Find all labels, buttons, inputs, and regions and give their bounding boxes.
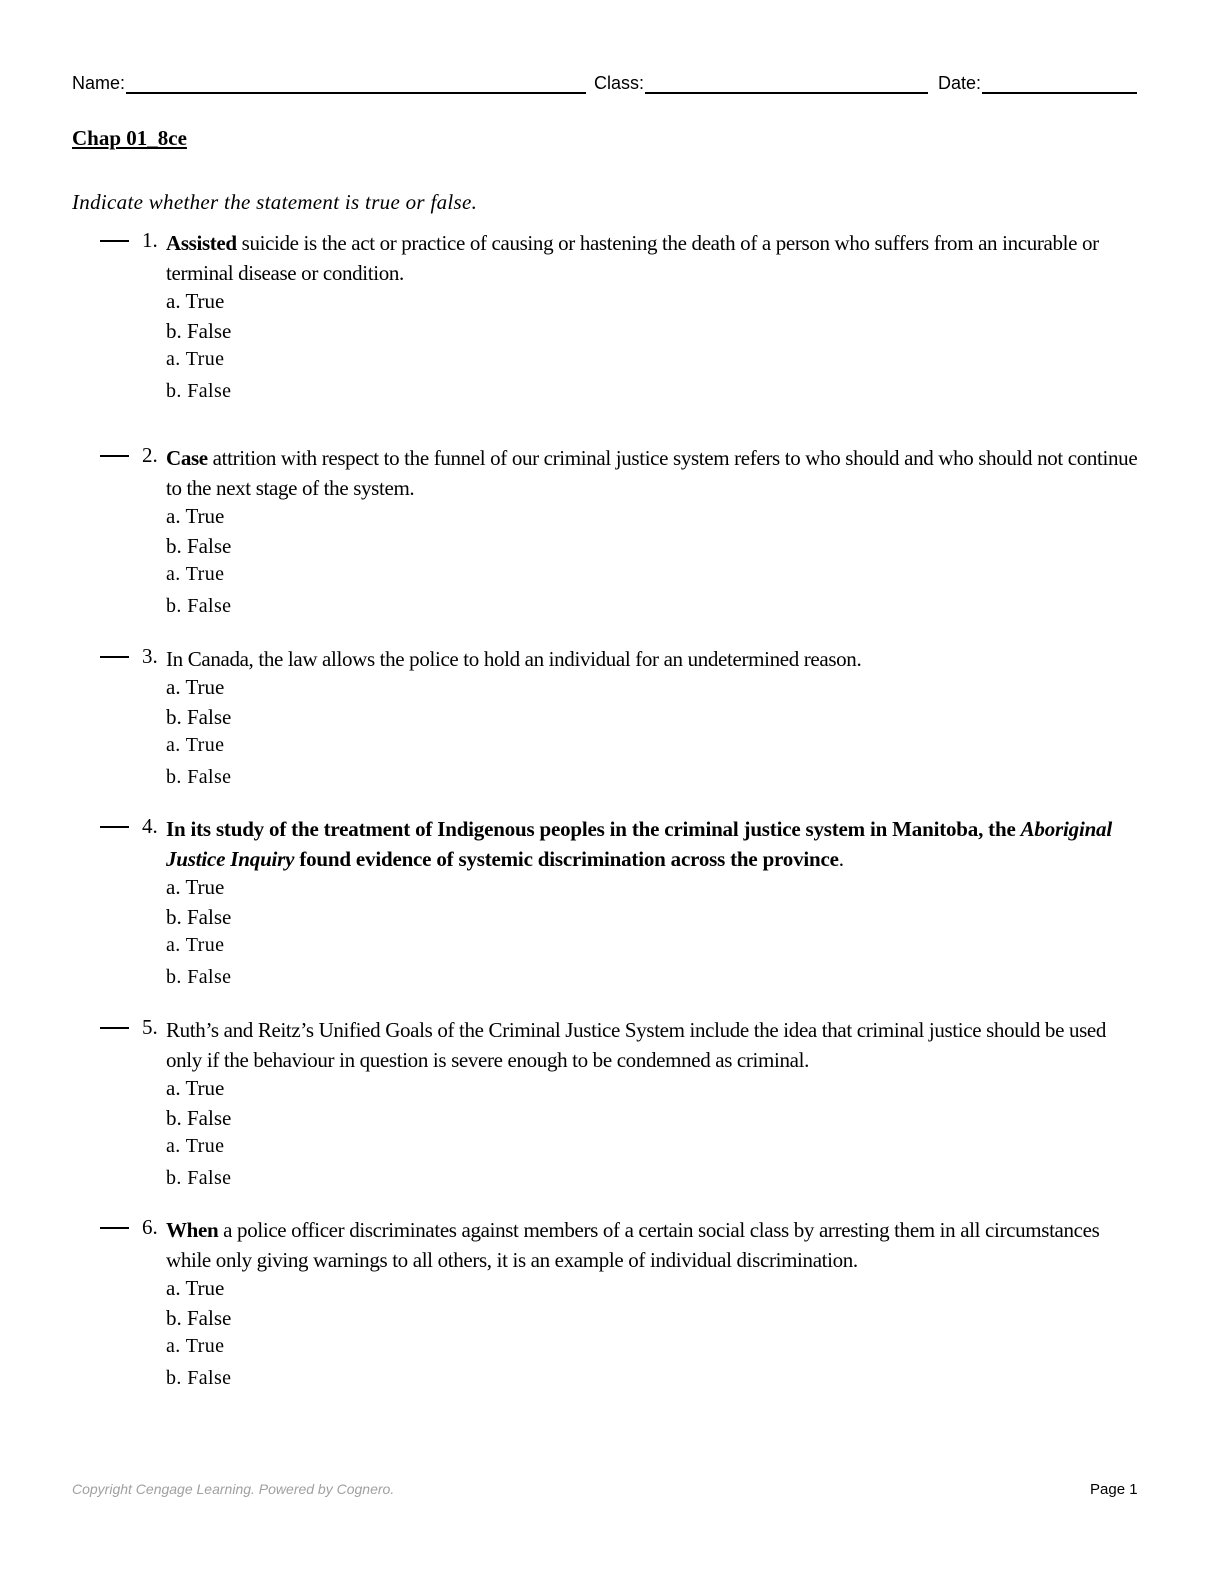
answer-blank[interactable] [100, 1227, 129, 1229]
option-false-repeat[interactable]: b. False [166, 966, 232, 988]
question-text: Case attrition with respect to the funnel of our criminal justice system refers to who should and who should not continue to the next stage of the system. [166, 446, 1138, 500]
question-text: In its study of the treatment of Indigenous peoples in the criminal justice system in Manitoba, the Aboriginal Justice Inquiry found evidence of systemic discrimination across the province. [166, 817, 1112, 871]
option-true-repeat[interactable]: a. True [166, 348, 225, 370]
question-number: 1. [142, 228, 158, 252]
answer-blank[interactable] [100, 240, 129, 242]
copyright-footer: Copyright Cengage Learning. Powered by Cognero. [72, 1481, 395, 1497]
option-true[interactable]: a. True [166, 1276, 225, 1300]
worksheet-title: Chap 01_8ce [72, 126, 187, 150]
option-true-repeat[interactable]: a. True [166, 1335, 225, 1357]
question-number: 6. [142, 1215, 158, 1239]
instructions: Indicate whether the statement is true or false. [72, 190, 478, 214]
name-label: Name: [72, 73, 126, 93]
option-true[interactable]: a. True [166, 1076, 225, 1100]
option-false[interactable]: b. False [166, 534, 232, 558]
option-false[interactable]: b. False [166, 1106, 232, 1130]
option-false-repeat[interactable]: b. False [166, 595, 232, 617]
question-text: Ruth’s and Reitz’s Unified Goals of the Criminal Justice System include the idea that criminal justice should be used only if the behaviour in question is severe enough to be condemned as criminal. [166, 1018, 1107, 1072]
option-false-repeat[interactable]: b. False [166, 766, 232, 788]
answer-blank[interactable] [100, 455, 129, 457]
option-false[interactable]: b. False [166, 319, 232, 343]
option-false-repeat[interactable]: b. False [166, 1167, 232, 1189]
option-true-repeat[interactable]: a. True [166, 934, 225, 956]
question-text: When a police officer discriminates against members of a certain social class by arresting them in all circumstances while only giving warnings to all others, it is an example of individual discrimination. [166, 1218, 1100, 1272]
option-false-repeat[interactable]: b. False [166, 1367, 232, 1389]
option-false[interactable]: b. False [166, 905, 232, 929]
option-true[interactable]: a. True [166, 289, 225, 313]
name-field [72, 72, 586, 94]
question-lead: When [166, 1218, 219, 1242]
option-true[interactable]: a. True [166, 504, 225, 528]
inquiry-title: Aboriginal Justice Inquiry [166, 817, 1112, 871]
answer-blank[interactable] [100, 656, 129, 658]
class-input-line[interactable] [645, 72, 928, 94]
option-false[interactable]: b. False [166, 1306, 232, 1330]
question-lead: Case [166, 446, 208, 470]
question-number: 2. [142, 443, 158, 467]
page-number: Page 1 [1090, 1481, 1138, 1498]
question-number: 4. [142, 814, 158, 838]
question-text: Assisted suicide is the act or practice of causing or hastening the death of a person who suffers from an incurable or terminal disease or condition. [166, 231, 1099, 285]
option-true[interactable]: a. True [166, 675, 225, 699]
question-lead: Assisted [166, 231, 237, 255]
option-false-repeat[interactable]: b. False [166, 380, 232, 402]
question-text: In Canada, the law allows the police to hold an individual for an undetermined reason. [166, 647, 862, 671]
option-true-repeat[interactable]: a. True [166, 734, 225, 756]
option-false[interactable]: b. False [166, 705, 232, 729]
option-true-repeat[interactable]: a. True [166, 1135, 225, 1157]
answer-blank[interactable] [100, 826, 129, 828]
class-label: Class: [594, 73, 645, 93]
option-true[interactable]: a. True [166, 875, 225, 899]
question-number: 5. [142, 1015, 158, 1039]
answer-blank[interactable] [100, 1027, 129, 1029]
date-input-line[interactable] [982, 72, 1137, 94]
option-true-repeat[interactable]: a. True [166, 563, 225, 585]
date-field [938, 72, 1137, 94]
date-label: Date: [938, 73, 982, 93]
student-info-header [72, 72, 1142, 98]
class-field [594, 72, 928, 94]
question-number: 3. [142, 644, 158, 668]
name-input-line[interactable] [126, 72, 586, 94]
